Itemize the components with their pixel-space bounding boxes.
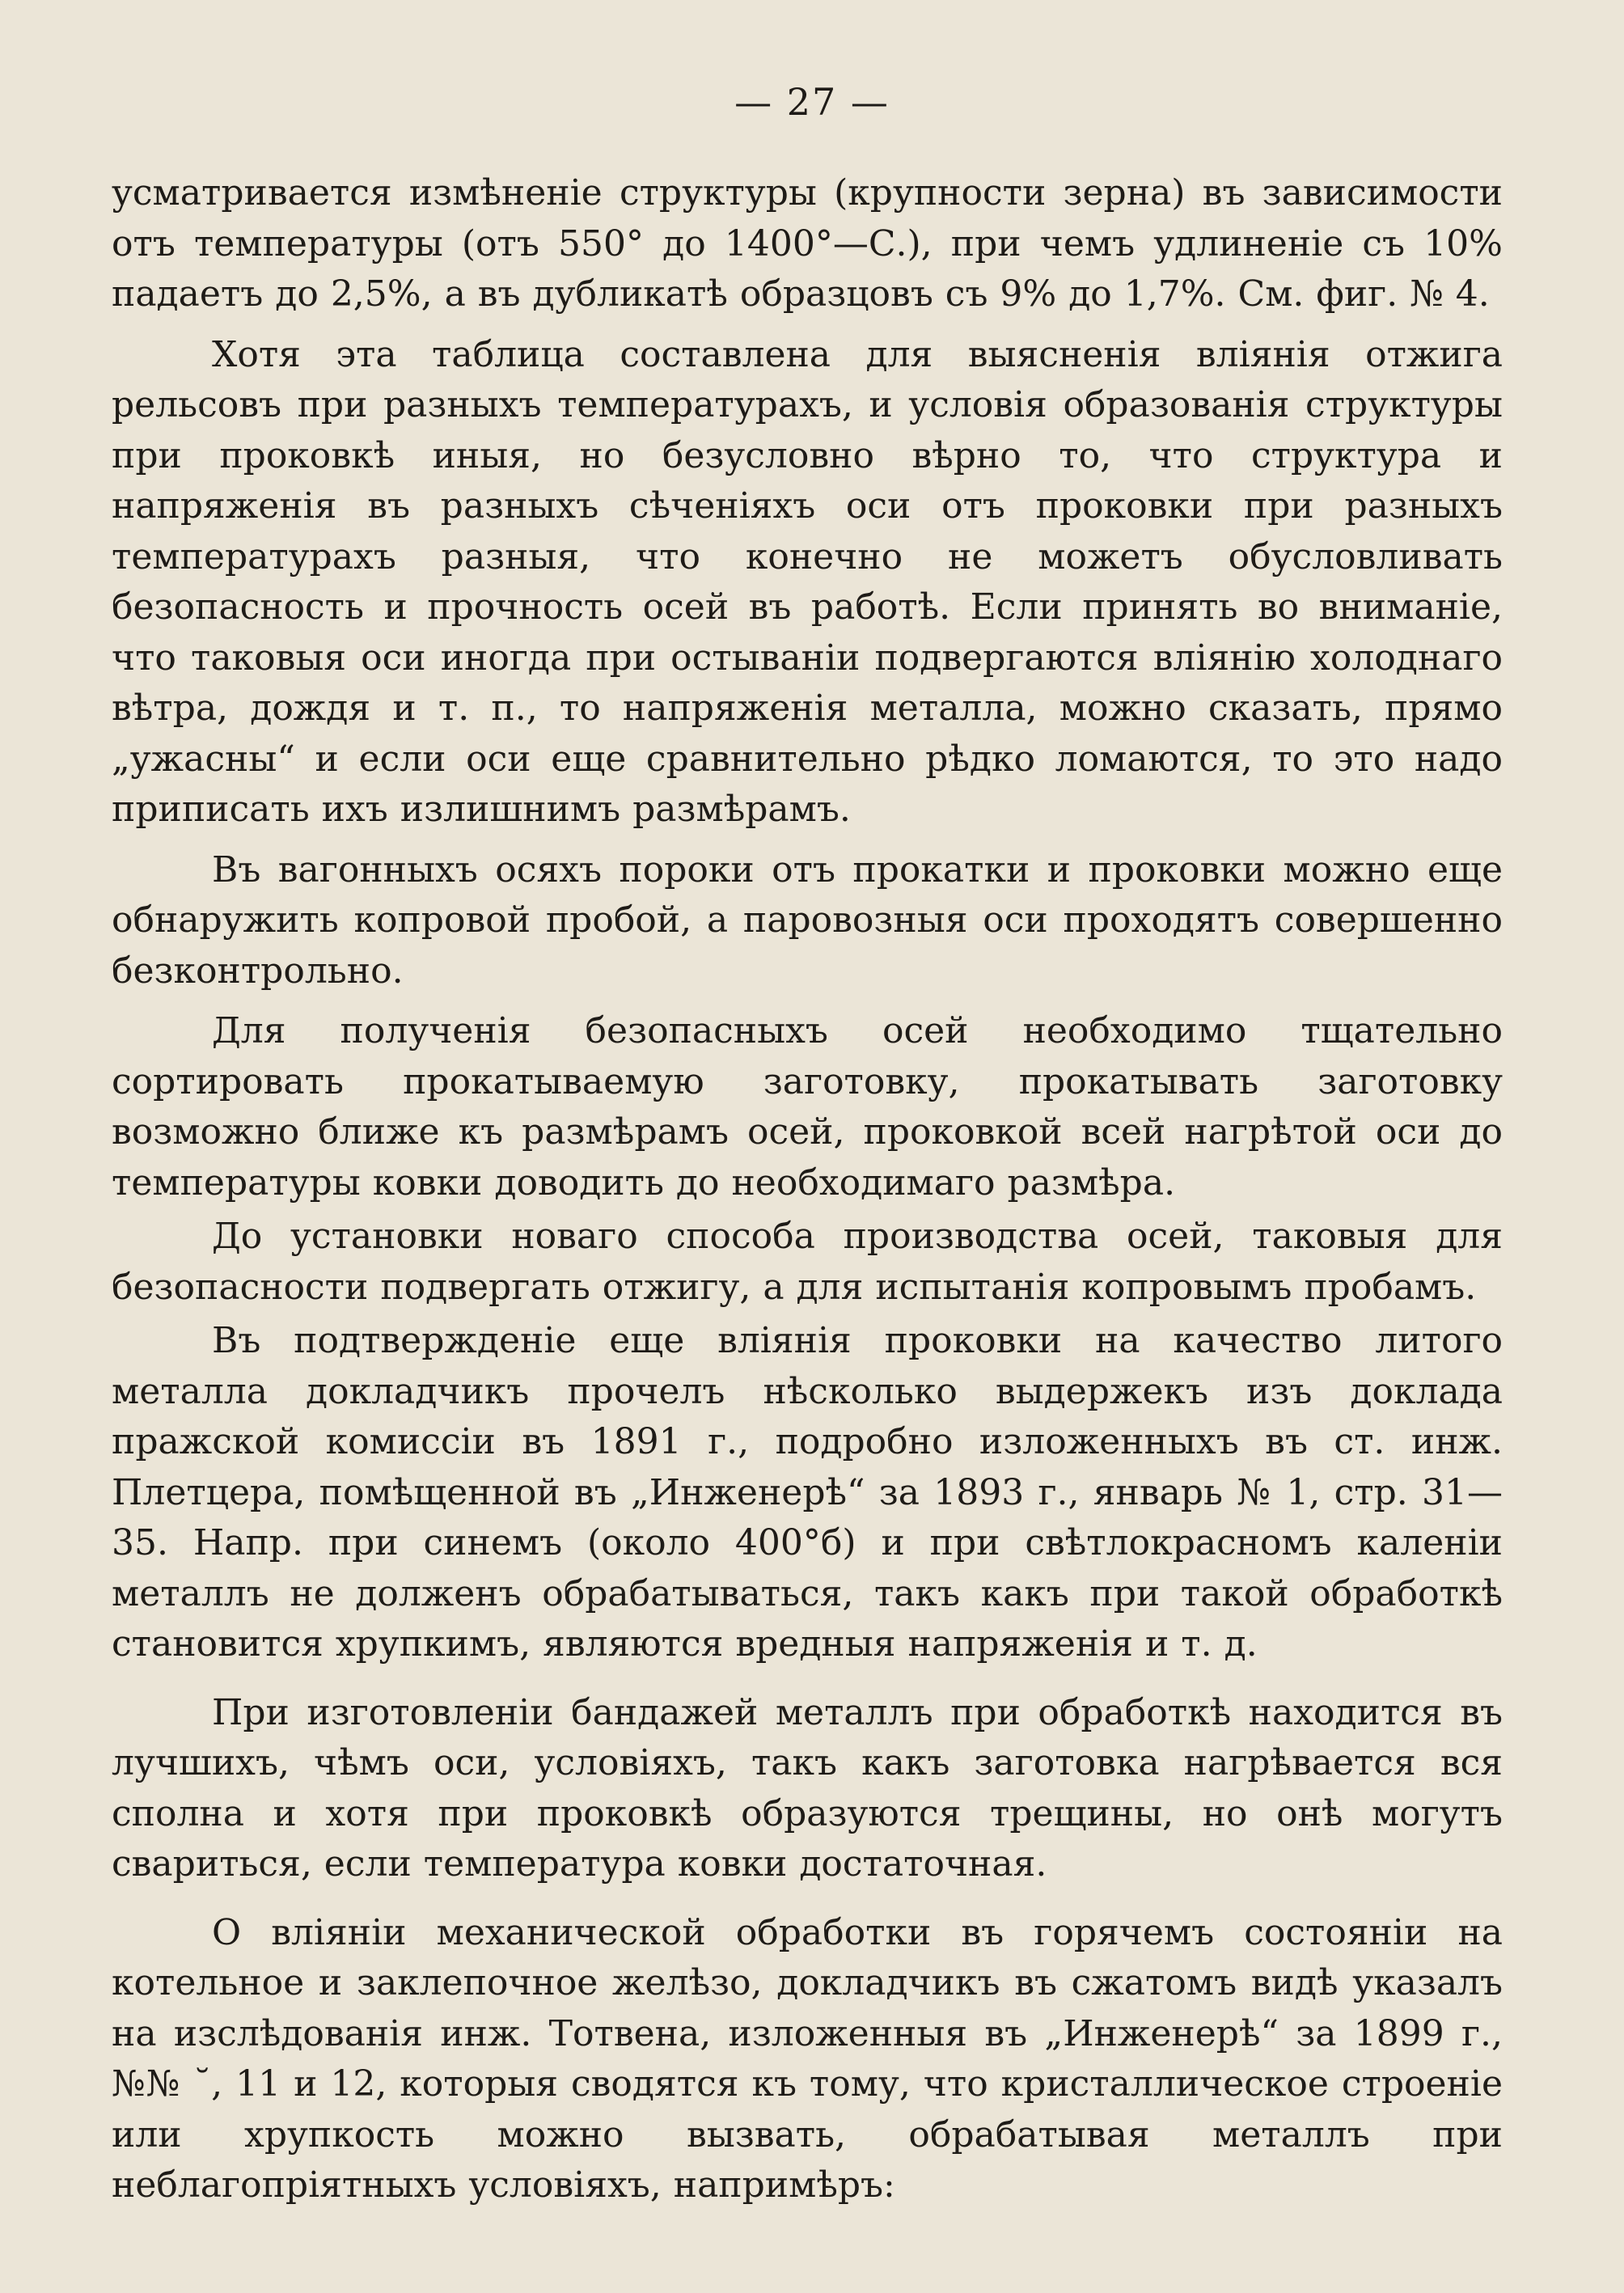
page-number: — 27 — bbox=[734, 80, 890, 124]
paragraph-1: усматривается измѣненіе структуры (крупности зерна) въ зависимости отъ температуры (отъ 550° до 1400°—С.), при чемъ удлиненіе съ 10% падаетъ до 2,5%, а въ дубликатѣ образцовъ съ 9% до 1,7%. См. фиг. № 4. bbox=[112, 172, 1503, 315]
paragraph-2: Хотя эта таблица составлена для выясненія вліянія отжига рельсовъ при разныхъ температурахъ, и условія образованія структуры при проковкѣ иныя, но безусловно вѣрно то, что структура и напряженія въ разныхъ сѣченіяхъ оси отъ проковки при разныхъ температурахъ разныя, что конечно не можетъ обусловливать безопасность и прочность осей въ работѣ. Если принять во вниманіе, что таковыя оси иногда при остываніи подвергаются вліянію холоднаго вѣтра, дождя и т. п., то напряженія металла, можно сказать, прямо „ужасны“ и если оси еще сравнительно рѣдко ломаются, то это надо приписать ихъ излишнимъ размѣрамъ. bbox=[112, 333, 1503, 830]
paragraph-8: О вліяніи механической обработки въ горячемъ состояніи на котельное и заклепочное желѣзо, докладчикъ въ сжатомъ видѣ указалъ на изслѣдованія инж. Тотвена, изложенныя въ „Инженерѣ“ за 1899 г., №№ ˘, 11 и 12, которыя сводятся къ тому, что кристаллическое строеніе или хрупкость можно вызвать, обрабатывая металлъ при неблагопріятныхъ условіяхъ, напримѣръ: bbox=[112, 1911, 1503, 2206]
body-text bbox=[112, 168, 1503, 2211]
paragraph-7: При изготовленіи бандажей металлъ при обработкѣ находится въ лучшихъ, чѣмъ оси, условіяхъ, такъ какъ заготовка нагрѣвается вся сполна и хотя при проковкѣ образуются трещины, но онѣ могутъ свариться, если температура ковки достаточная. bbox=[112, 1691, 1503, 1885]
paragraph-5: До установки новаго способа производства осей, таковыя для безопасности подвергать отжигу, а для испытанія копровымъ пробамъ. bbox=[112, 1216, 1503, 1308]
paragraph-4: Для полученія безопасныхъ осей необходимо тщательно сортировать прокатываемую заготовку, прокатывать заготовку возможно ближе къ размѣрамъ осей, проковкой всей нагрѣтой оси до температуры ковки доводить до необходимаго размѣра. bbox=[112, 1010, 1503, 1204]
paragraph-6: Въ подтвержденіе еще вліянія проковки на качество литого металла докладчикъ прочелъ нѣсколько выдержекъ изъ доклада пражской комиссіи въ 1891 г., подробно изложенныхъ въ ст. инж. Плетцера, помѣщенной въ „Инженерѣ“ за 1893 г., январь № 1, стр. 31—35. Напр. при синемъ (около 400°б) и при свѣтлокрасномъ каленіи металлъ не долженъ обрабатываться, такъ какъ при такой обработкѣ становится хрупкимъ, являются вредныя напряженія и т. д. bbox=[112, 1320, 1503, 1665]
paragraph-3: Въ вагонныхъ осяхъ пороки отъ прокатки и проковки можно еще обнаружить копровой пробой, а паровозныя оси проходятъ совершенно безконтрольно. bbox=[112, 848, 1503, 992]
